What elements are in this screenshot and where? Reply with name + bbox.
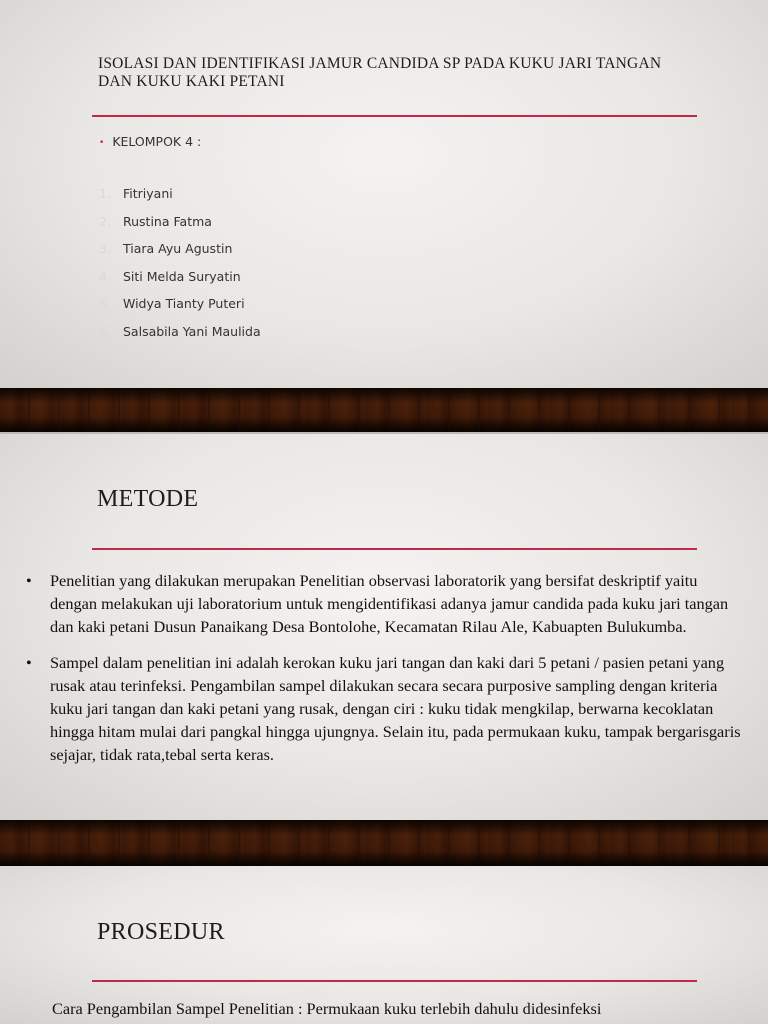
list-item: [99, 269, 261, 297]
list-number: 6.: [99, 323, 111, 339]
bullet-text: Penelitian yang dilakukan merupakan Penelitian observasi laboratorik yang bersifat deskriptif yaitu dengan melakukan uji laboratorium untuk mengidentifikasi adanya jamur candida pada kuku jari tangan dan kaki petani Dusun Panaikang Desa Bontolohe, Kecamatan Rilau Ale, Kabuapten Bulukumba.: [50, 571, 729, 636]
list-number: 2.: [99, 213, 111, 229]
list-number: 5.: [99, 296, 111, 312]
prosedur-paragraph: Cara Pengambilan Sampel Penelitian : Permukaan kuku terlebih dahulu didesinfeksi: [52, 999, 602, 1018]
member-name: Siti Melda Suryatin: [123, 268, 241, 284]
member-name: Fitriyani: [123, 186, 173, 201]
list-item: [26, 651, 746, 766]
list-item: [99, 186, 261, 214]
slide-metode: [0, 434, 768, 820]
bullet-text: Sampel dalam penelitian ini adalah kerokan kuku jari tangan dan kaki dari 5 petani / pasien petani yang rusak atau terinfeksi. Pengambilan sampel dilakukan secara secara purposive sampling dengan kriteria kuku jari tangan dan kaki petani yang rusak, dengan ciri : kuku tidak mengkilap, berwarna kecoklatan hingga hitam mulai dari pangkal hingga ujungnya. Selain itu, pada permukaan kuku, tampak bergarisgaris sejajar, tidak rata,tebal serta keras.: [50, 653, 741, 764]
metode-bullet-list: [26, 569, 746, 779]
list-item: [99, 296, 261, 324]
list-number: 1.: [99, 186, 111, 201]
member-name: Widya Tianty Puteri: [123, 296, 245, 312]
list-item: [99, 324, 261, 352]
wood-floor-decoration: [0, 388, 768, 432]
title-divider: [92, 115, 697, 117]
bullet-dot-icon: •: [26, 571, 32, 590]
slide-title: [0, 0, 768, 388]
wood-floor-decoration: [0, 820, 768, 866]
list-item: [99, 241, 261, 269]
list-item: [26, 569, 746, 638]
member-name: Tiara Ayu Agustin: [123, 241, 233, 257]
slide-title-heading: ISOLASI DAN IDENTIFIKASI JAMUR CANDIDA SP PADA KUKU JARI TANGAN DAN KUKU KAKI PETANI: [98, 55, 662, 90]
list-number: 3.: [99, 241, 111, 257]
group-label-text: KELOMPOK 4 :: [112, 134, 202, 149]
list-item: [99, 214, 261, 242]
bullet-dot-icon: •: [26, 653, 32, 672]
member-list: [99, 186, 261, 352]
group-label: [99, 134, 201, 149]
list-number: 4.: [99, 268, 111, 284]
heading-divider: [92, 980, 697, 982]
member-name: Rustina Fatma: [123, 213, 212, 229]
slide-heading-metode: METODE: [97, 486, 199, 512]
slide-heading-prosedur: PROSEDUR: [97, 919, 225, 945]
bullet-dot-icon: •: [99, 138, 105, 148]
heading-divider: [92, 548, 697, 550]
member-name: Salsabila Yani Maulida: [123, 323, 261, 339]
